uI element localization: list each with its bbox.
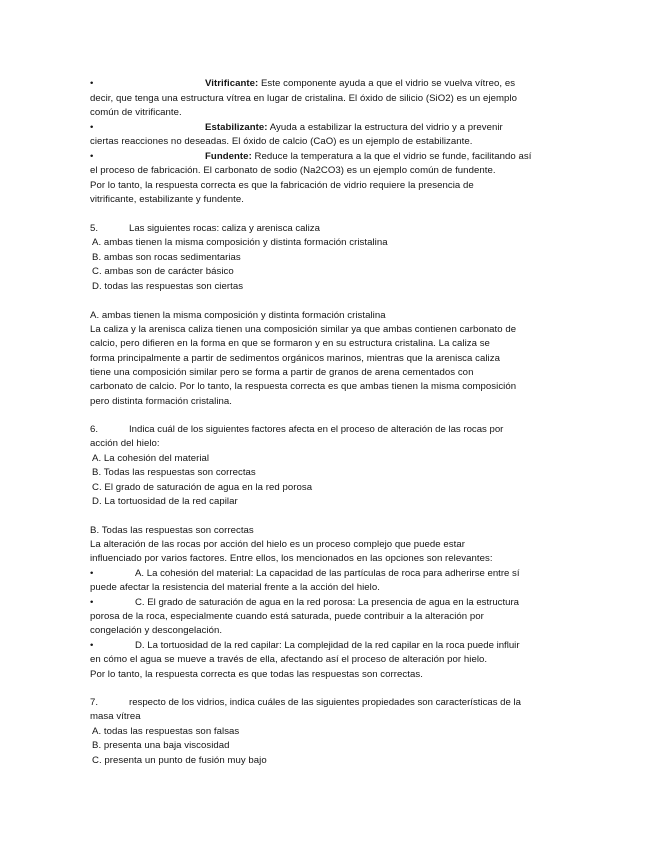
q5-option-b: B. ambas son rocas sedimentarias (92, 252, 241, 263)
q7-text-1: respecto de los vidrios, indica cuáles de las siguientes propiedades son características de la (129, 697, 521, 708)
q6-text-2: acción del hielo: (90, 438, 160, 449)
q7-option-c: C. presenta un punto de fusión muy bajo (92, 755, 267, 766)
estabilizante-term: Estabilizante: (205, 122, 268, 133)
q5-explanation-5: carbonato de calcio. Por lo tanto, la respuesta correcta es que ambas tienen la misma composición (90, 381, 517, 392)
q5-number: 5. (90, 223, 99, 234)
vitrificante-desc: Este componente ayuda a que el vidrio se vuelva vítreo, es (258, 78, 516, 89)
q6-bullet-a-text: A. La cohesión del material: La capacidad de las partículas de roca para adherirse entre sí (135, 568, 520, 579)
q6-bullet-c: • (90, 597, 94, 608)
q6-conclusion: Por lo tanto, la respuesta correcta es que todas las respuestas son correctas. (90, 669, 423, 680)
q5-explanation-2: calcio, pero difieren en la forma en que se formaron y en su estructura cristalina. La caliza se (90, 338, 490, 349)
q5-option-a: A. ambas tienen la misma composición y distinta formación cristalina (92, 237, 388, 248)
q5-explanation-4: tiene una composición similar pero se forma a partir de granos de arena cementados con (90, 367, 474, 378)
q6-answer: B. Todas las respuestas son correctas (90, 525, 254, 536)
components-conclusion-2: vitrificante, estabilizante y fundente. (90, 194, 244, 205)
vitrificante-term: Vitrificante: (205, 78, 259, 89)
q5-explanation-6: pero distinta formación cristalina. (90, 396, 232, 407)
q7-number: 7. (90, 697, 99, 708)
q6-bullet-a: • (90, 568, 94, 579)
q6-option-c: C. El grado de saturación de agua en la red porosa (92, 482, 313, 493)
components-conclusion-1: Por lo tanto, la respuesta correcta es que la fabricación de vidrio requiere la presencia de (90, 180, 474, 191)
q5-answer: A. ambas tienen la misma composición y distinta formación cristalina (90, 310, 386, 321)
vitrificante-line1 (205, 78, 515, 90)
q6-bullet-a-cont: puede afectar la resistencia del material frente a la acción del hielo. (90, 582, 380, 593)
q6-option-a: A. La cohesión del material (92, 453, 210, 464)
fundente-term: Fundente: (205, 151, 252, 162)
q5-explanation-1: La caliza y la arenisca caliza tienen una composición similar ya que ambas contienen carbonato de (90, 324, 517, 335)
fundente-line2: el proceso de fabricación. El carbonato de sodio (Na2CO3) es un ejemplo común de fundente. (90, 165, 496, 176)
vitrificante-line3: común de vitrificante. (90, 107, 182, 118)
q6-number: 6. (90, 424, 99, 435)
bullet-estabilizante: • (90, 122, 94, 133)
q5-option-d: D. todas las respuestas son ciertas (92, 281, 244, 292)
q6-text-1: Indica cuál de los siguientes factores afecta en el proceso de alteración de las rocas por (129, 424, 504, 435)
vitrificante-line2: decir, que tenga una estructura vítrea en lugar de cristalina. El óxido de silicio (SiO2) es un ejemplo (90, 93, 517, 104)
bullet-vitrificante: • (90, 78, 94, 89)
q5-explanation-3: forma principalmente a partir de sedimentos orgánicos marinos, mientras que la arenisca caliza (90, 353, 500, 364)
estabilizante-desc: Ayuda a estabilizar la estructura del vidrio y a prevenir (267, 122, 503, 133)
q6-bullet-d: • (90, 640, 94, 651)
q5-text: Las siguientes rocas: caliza y arenisca caliza (129, 223, 320, 234)
q6-bullet-d-cont: en cómo el agua se mueve a través de ella, afectando así el proceso de alteración por hielo. (90, 654, 488, 665)
estabilizante-line2: ciertas reacciones no deseadas. El óxido de calcio (CaO) es un ejemplo de estabilizante. (90, 136, 473, 147)
q7-option-a: A. todas las respuestas son falsas (92, 726, 240, 737)
fundente-line1 (205, 151, 531, 163)
q6-bullet-c-cont-2: congelación y descongelación. (90, 625, 223, 636)
q6-intro-1: La alteración de las rocas por acción del hielo es un proceso complejo que puede estar (90, 539, 465, 550)
q7-option-b: B. presenta una baja viscosidad (92, 740, 230, 751)
q6-option-d: D. La tortuosidad de la red capilar (92, 496, 238, 507)
q6-bullet-d-text: D. La tortuosidad de la red capilar: La complejidad de la red capilar en la roca puede influir (135, 640, 520, 651)
q6-bullet-c-text: C. El grado de saturación de agua en la red porosa: La presencia de agua en la estructura (135, 597, 520, 608)
q5-option-c: C. ambas son de carácter básico (92, 266, 234, 277)
q6-intro-2: influenciado por varios factores. Entre ellos, los mencionados en las opciones son relevantes: (90, 553, 493, 564)
q6-option-b: B. Todas las respuestas son correctas (92, 467, 256, 478)
fundente-desc: Reduce la temperatura a la que el vidrio se funde, facilitando así (251, 151, 532, 162)
bullet-fundente: • (90, 151, 94, 162)
q7-text-2: masa vítrea (90, 711, 141, 722)
estabilizante-line1 (205, 122, 503, 134)
q6-bullet-c-cont-1: porosa de la roca, especialmente cuando está saturada, puede contribuir a la alteración por (90, 611, 484, 622)
